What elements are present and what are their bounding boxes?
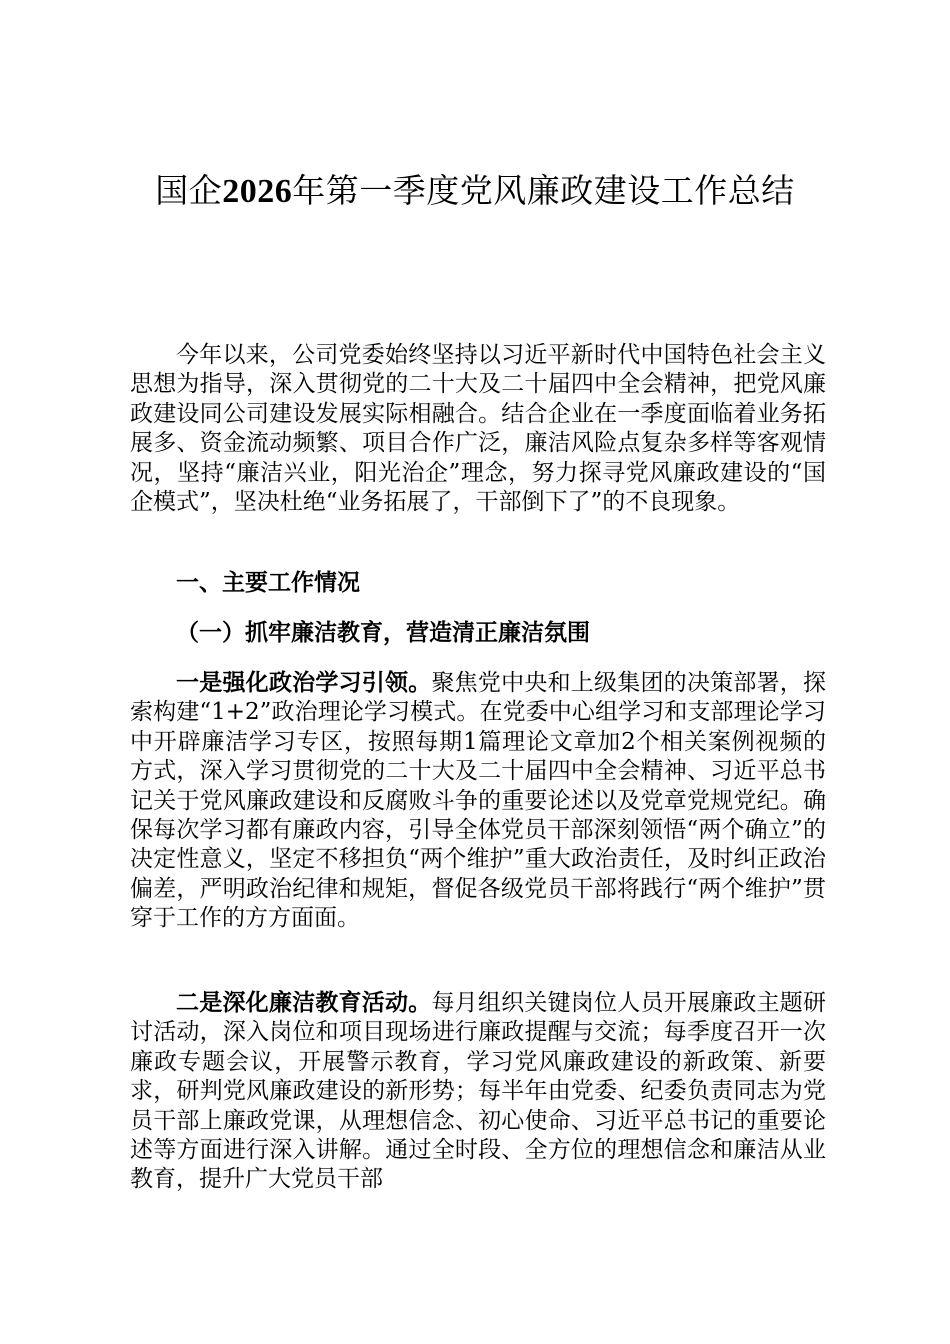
item-2-lead: 二是深化廉洁教育活动。 [176, 989, 432, 1016]
title-year: 2026 [222, 173, 293, 210]
intro-paragraph: 今年以来，公司党委始终坚持以习近平新时代中国特色社会主义思想为指导，深入贯彻党的二十大及二十届四中全会精神，把党风廉政建设同公司建设发展实际相融合。结合企业在一季度面临着业务拓展多、资金流动频繁、项目合作广泛，廉洁风险点复杂多样等客观情况，坚持“廉洁兴业，阳光治企”理念，努力探寻党风廉政建设的“国企模式”，坚决杜绝“业务拓展了，干部倒下了”的不良现象。 [130, 342, 826, 516]
item-1-lead: 一是强化政治学习引领。 [176, 669, 432, 696]
item-2-body: 每月组织关键岗位人员开展廉政主题研讨活动，深入岗位和项目现场进行廉政提醒与交流；每季度召开一次廉政专题会议，开展警示教育，学习党风廉政建设的新政策、新要求，研判党风廉政建设的新形势；每半年由党委、纪委负责同志为党员干部上廉政党课，从理想信念、初心使命、习近平总书记的重要论述等方面进行深入讲解。通过全时段、全方位的理想信念和廉洁从业教育，提升广大党员干部 [130, 990, 827, 1193]
item-1-paragraph [130, 668, 826, 934]
section-heading: 一、主要工作情况 [176, 569, 360, 596]
title-prefix: 国企 [155, 171, 223, 210]
item-1-body: 聚焦党中央和上级集团的决策部署，探索构建“1+2”政治理论学习模式。在党委中心组学习和支部理论学习中开辟廉洁学习专区，按照每期1篇理论文章加2个相关案例视频的方式，深入学习贯彻党的二十大及二十届四中全会精神、习近平总书记关于党风廉政建设和反腐败斗争的重要论述以及党章党规党纪。确保每次学习都有廉政内容，引导全体党员干部深刻领悟“两个确立”的决定性意义，坚定不移担负“两个维护”重大政治责任，及时纠正政治偏差，严明政治纪律和规矩，督促各级党员干部将践行“两个维护”贯穿于工作的方方面面。 [130, 670, 827, 932]
document-title [0, 168, 950, 215]
subsection-heading: （一）抓牢廉洁教育，营造清正廉洁氛围 [176, 619, 590, 646]
title-suffix: 年第一季度党风廉政建设工作总结 [292, 171, 795, 210]
item-2-paragraph [130, 988, 826, 1195]
